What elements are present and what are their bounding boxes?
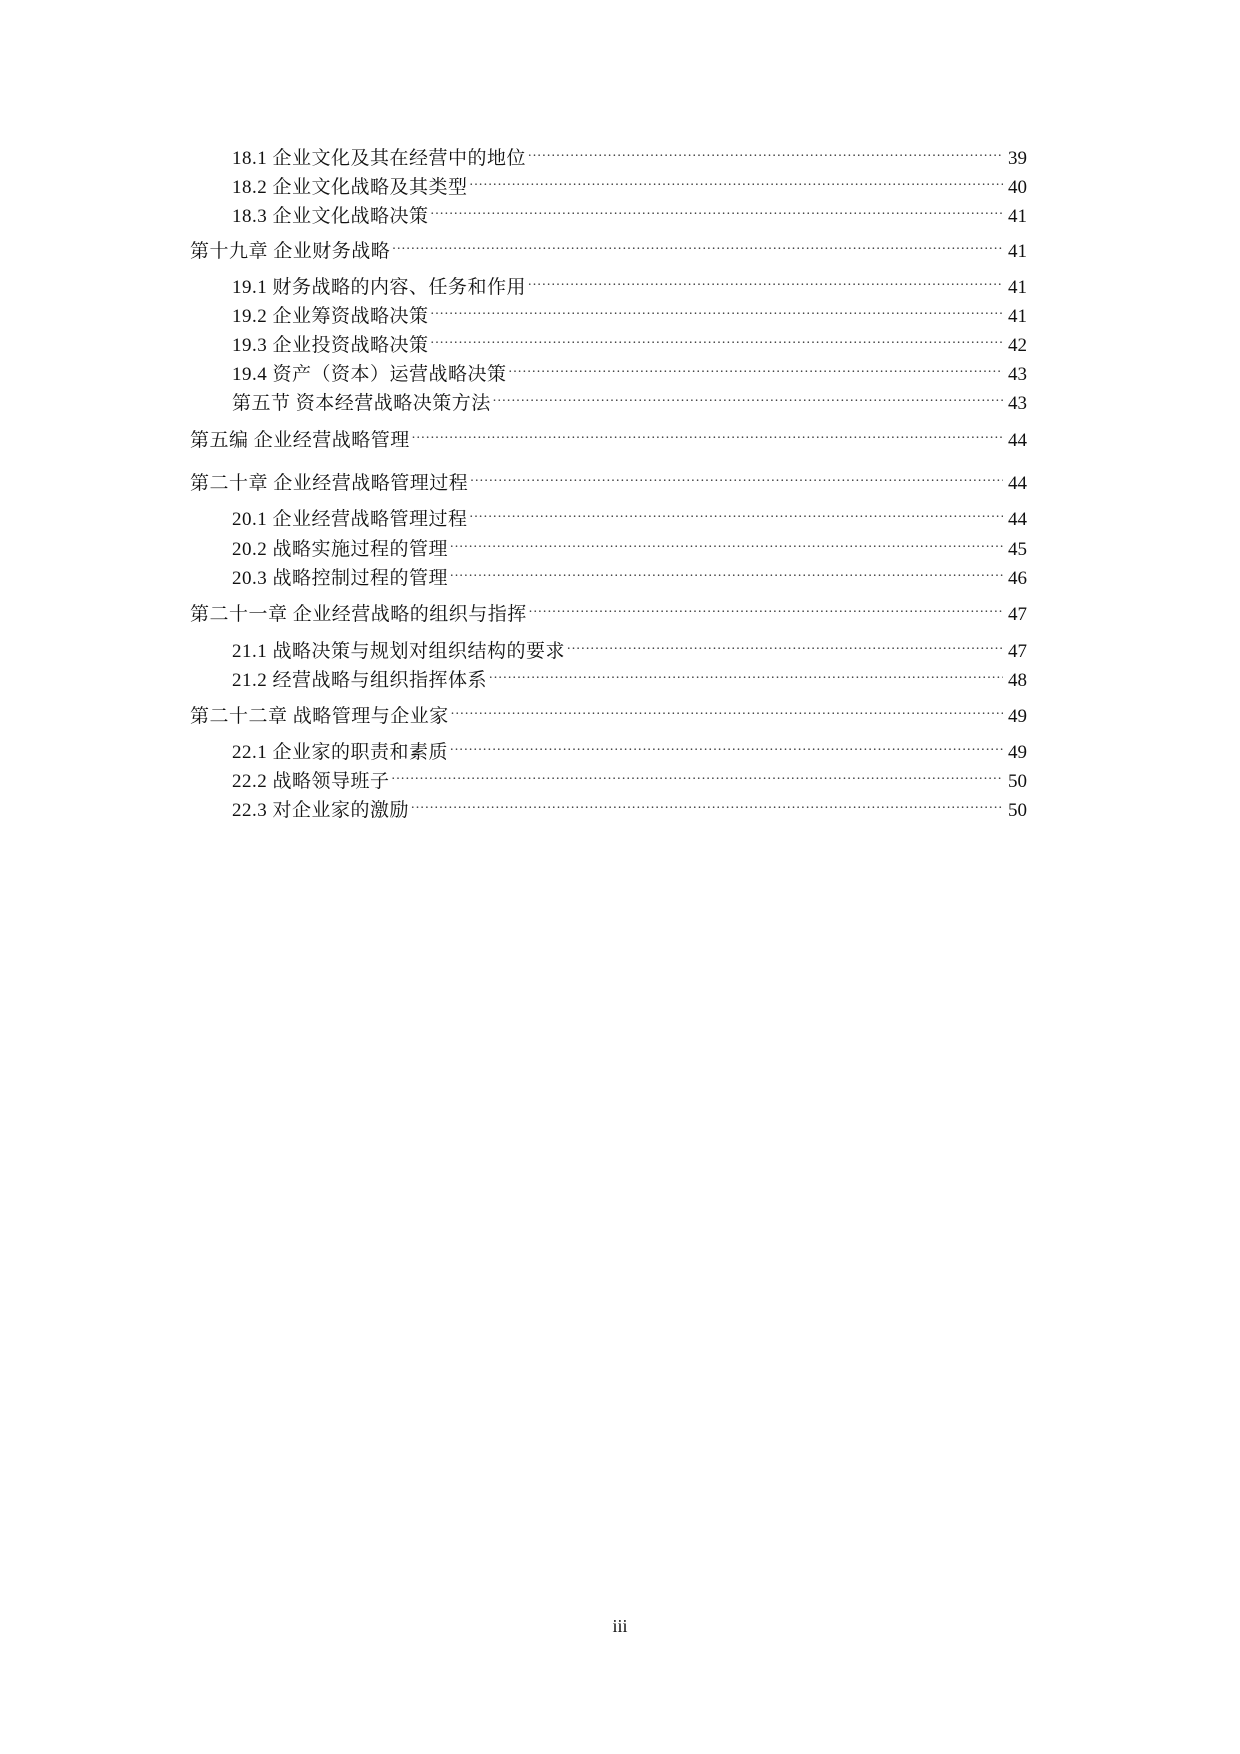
- toc-entry-page-number: 44: [1008, 430, 1027, 451]
- toc-entry[interactable]: [232, 136, 1027, 169]
- toc-entry-page-number: 47: [1008, 604, 1027, 625]
- toc-entry[interactable]: [232, 788, 1027, 821]
- toc-entry-title: 18.1 企业文化及其在经营中的地位: [232, 148, 527, 169]
- toc-entry[interactable]: [232, 658, 1027, 691]
- toc-entry-page-number: 43: [1008, 393, 1027, 414]
- toc-dot-leader: [493, 381, 1003, 409]
- toc-entry-title: 第五编 企业经营战略管理: [190, 430, 410, 451]
- toc-dot-leader: [392, 229, 1003, 257]
- toc-entry[interactable]: [232, 556, 1027, 589]
- toc-entry-title: 19.4 资产（资本）运营战略决策: [232, 364, 507, 385]
- toc-entry-page-number: 49: [1008, 742, 1027, 763]
- toc-entry-page-number: 45: [1008, 539, 1027, 560]
- toc-entry[interactable]: [190, 694, 1027, 727]
- toc-entry-page-number: 50: [1008, 771, 1027, 792]
- toc-entry[interactable]: [232, 527, 1027, 560]
- toc-entry-title: 19.1 财务战略的内容、任务和作用: [232, 277, 527, 298]
- toc-dot-leader: [450, 730, 1003, 758]
- toc-entry[interactable]: [190, 461, 1027, 494]
- toc-entry-title: 21.2 经营战略与组织指挥体系: [232, 670, 488, 691]
- toc-entry-title: 22.1 企业家的职责和素质: [232, 742, 449, 763]
- toc-dot-leader: [411, 788, 1003, 816]
- toc-entry[interactable]: [232, 497, 1027, 530]
- toc-dot-leader: [431, 194, 1003, 222]
- toc-entry-title: 20.1 企业经营战略管理过程: [232, 509, 468, 530]
- toc-entry[interactable]: [190, 229, 1027, 262]
- toc-entry-page-number: 44: [1008, 509, 1027, 530]
- toc-dot-leader: [528, 265, 1003, 293]
- toc-entry-title: 第十九章 企业财务战略: [190, 241, 391, 262]
- toc-entry-page-number: 50: [1008, 800, 1027, 821]
- toc-dot-leader: [450, 527, 1003, 555]
- toc-entry[interactable]: [232, 265, 1027, 298]
- toc-entry[interactable]: [232, 759, 1027, 792]
- toc-entry-title: 19.3 企业投资战略决策: [232, 335, 429, 356]
- toc-entry-page-number: 41: [1008, 277, 1027, 298]
- toc-entry-title: 21.1 战略决策与规划对组织结构的要求: [232, 641, 566, 662]
- toc-entry-page-number: 46: [1008, 568, 1027, 589]
- toc-entry-title: 20.2 战略实施过程的管理: [232, 539, 449, 560]
- toc-dot-leader: [489, 658, 1003, 686]
- toc-entry[interactable]: [232, 730, 1027, 763]
- toc-dot-leader: [509, 352, 1003, 380]
- toc-dot-leader: [470, 497, 1003, 525]
- toc-dot-leader: [431, 323, 1003, 351]
- toc-dot-leader: [392, 759, 1003, 787]
- toc-dot-leader: [431, 294, 1003, 322]
- toc-dot-leader: [470, 165, 1003, 193]
- toc-dot-leader: [470, 461, 1003, 489]
- toc-entry[interactable]: [232, 381, 1027, 414]
- toc-entry-title: 第五节 资本经营战略决策方法: [232, 393, 491, 414]
- toc-entry[interactable]: [190, 418, 1027, 451]
- toc-entry[interactable]: [232, 194, 1027, 227]
- toc-dot-leader: [412, 418, 1003, 446]
- toc-entry-title: 22.3 对企业家的激励: [232, 800, 410, 821]
- toc-entry-title: 第二十二章 战略管理与企业家: [190, 706, 449, 727]
- toc-entry[interactable]: [190, 592, 1027, 625]
- toc-entry-page-number: 42: [1008, 335, 1027, 356]
- toc-entry-page-number: 41: [1008, 206, 1027, 227]
- toc-entry-page-number: 48: [1008, 670, 1027, 691]
- toc-entry-title: 20.3 战略控制过程的管理: [232, 568, 449, 589]
- toc-entry-title: 18.3 企业文化战略决策: [232, 206, 429, 227]
- toc-entry-page-number: 43: [1008, 364, 1027, 385]
- toc-entry-page-number: 47: [1008, 641, 1027, 662]
- toc-dot-leader: [529, 592, 1003, 620]
- toc-entry-page-number: 39: [1008, 148, 1027, 169]
- page-number: iii: [612, 1616, 628, 1636]
- toc-dot-leader: [451, 694, 1003, 722]
- toc-entry-page-number: 44: [1008, 473, 1027, 494]
- toc-entry-title: 19.2 企业筹资战略决策: [232, 306, 429, 327]
- toc-dot-leader: [528, 136, 1003, 164]
- toc-entry[interactable]: [232, 352, 1027, 385]
- toc-entry-title: 第二十章 企业经营战略管理过程: [190, 473, 469, 494]
- toc-entry-page-number: 49: [1008, 706, 1027, 727]
- toc-entry-title: 第二十一章 企业经营战略的组织与指挥: [190, 604, 527, 625]
- toc-entry[interactable]: [232, 629, 1027, 662]
- toc-entry[interactable]: [232, 294, 1027, 327]
- toc-entry[interactable]: [232, 323, 1027, 356]
- toc-dot-leader: [567, 629, 1003, 657]
- toc-dot-leader: [450, 556, 1003, 584]
- toc-entry-page-number: 40: [1008, 177, 1027, 198]
- toc-entry-title: 18.2 企业文化战略及其类型: [232, 177, 468, 198]
- toc-entry-page-number: 41: [1008, 306, 1027, 327]
- toc-entry-page-number: 41: [1008, 241, 1027, 262]
- toc-entry-title: 22.2 战略领导班子: [232, 771, 390, 792]
- toc-entry[interactable]: [232, 165, 1027, 198]
